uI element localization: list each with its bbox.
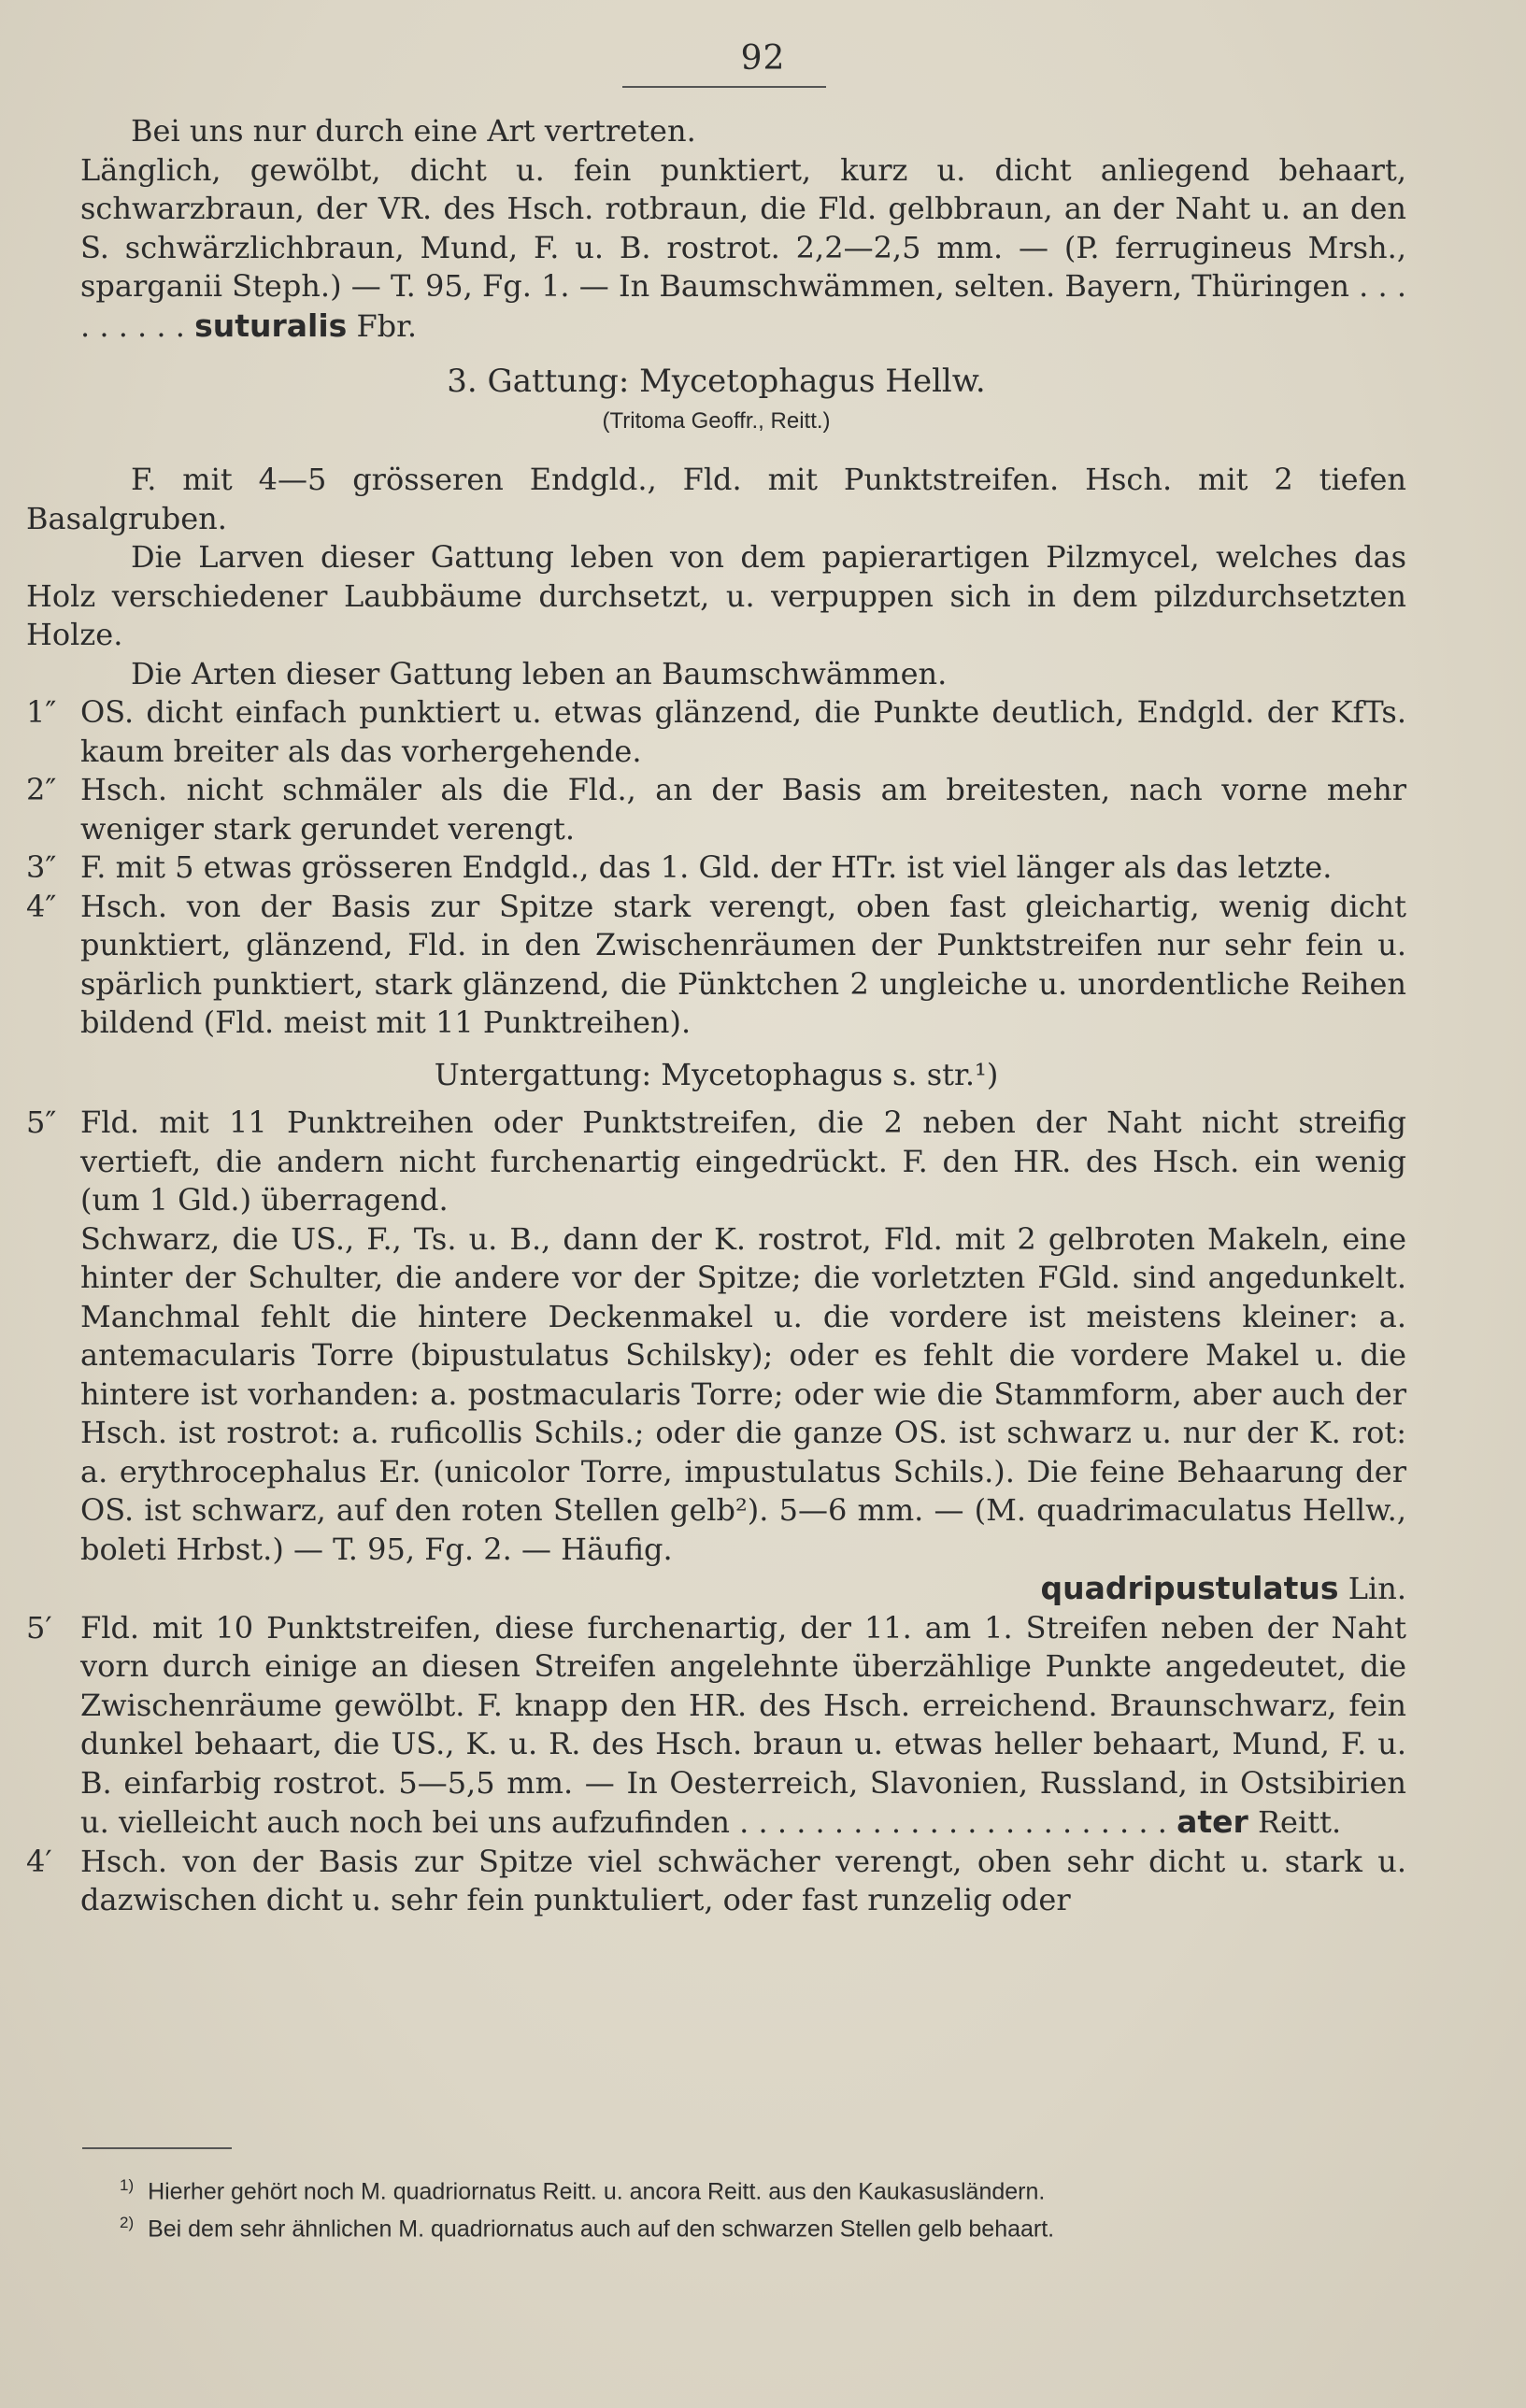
couplet-text: Fld. mit 11 Punktreihen oder Punktstreifen, die 2 neben der Naht nicht streifig vertieft, die andern nicht furchenartig eingedrückt. F. den HR. des Hsch. ein wenig (um 1 Gld.) überragend. (80, 1104, 1406, 1218)
page-body (26, 112, 1406, 1920)
larvae-note: Die Larven dieser Gattung leben von dem papierartigen Pilzmycel, welches das Holz verschiedener Laubbäume durchsetzt, u. verpuppen sich in dem pilzdurchsetzten Holze. (26, 539, 1406, 652)
footnote-text: Bei dem sehr ähnlichen M. quadriornatus auch auf den schwarzen Stellen gelb behaart. (148, 2216, 1055, 2243)
couplet-text: Hsch. von der Basis zur Spitze stark verengt, oben fast gleichartig, wenig dicht punktiert, glänzend, Fld. in den Zwischenräumen der Punktstreifen nur sehr fein u. spärlich punktiert, stark glänzend, die Pünktchen 2 ungleiche u. unordentliche Reihen bildend (Fld. meist mit 11 Punktreihen). (80, 888, 1406, 1040)
couplet-text: F. mit 5 etwas grösseren Endgld., das 1. Gld. der HTr. ist viel länger als das letzte. (80, 849, 1333, 885)
key-couplet (26, 848, 1406, 888)
genus-diagnosis: F. mit 4—5 grösseren Endgld., Fld. mit Punktstreifen. Hsch. mit 2 tiefen Basalgruben. (26, 462, 1406, 536)
couplet-number: 1″ (26, 694, 57, 730)
intro-description (26, 151, 1406, 347)
species-author: Fbr. (356, 307, 418, 344)
footnote-mark: 2) (120, 2214, 135, 2232)
key-couplet (26, 771, 1406, 848)
footnote-text: Hierher gehört noch M. quadriornatus Reitt. u. ancora Reitt. aus den Kaukasusländern. (148, 2178, 1046, 2205)
species-name: quadripustulatus (1040, 1570, 1339, 1606)
couplet-number: 5″ (26, 1104, 57, 1140)
intro-line: Bei uns nur durch eine Art vertreten. (131, 113, 696, 149)
habitat-note: Die Arten dieser Gattung leben an Baumschwämmen. (131, 655, 948, 691)
footnotes (120, 2170, 1358, 2245)
couplet-text: Hsch. nicht schmäler als die Fld., an der Basis am breitesten, nach vorne mehr weniger stark gerundet verengt. (80, 772, 1406, 847)
key-couplet (26, 888, 1406, 1043)
genus-heading: 3. Gattung: Mycetophagus Hellw. (447, 363, 986, 400)
subgenus-heading: Untergattung: Mycetophagus s. str.¹) (434, 1056, 999, 1092)
couplet-text: OS. dicht einfach punktiert u. etwas glänzend, die Punkte deutlich, Endgld. der KfTs. kaum breiter als das vorhergehende. (80, 694, 1406, 769)
header-rule (622, 86, 826, 88)
key-couplet (26, 1609, 1406, 1843)
footnote-mark: 1) (120, 2176, 135, 2194)
key-couplet (26, 693, 1406, 771)
couplet-number: 5′ (26, 1609, 52, 1646)
footnote (120, 2170, 1358, 2207)
couplet-number: 3″ (26, 849, 57, 885)
species-description: Schwarz, die US., F., Ts. u. B., dann der K. rostrot, Fld. mit 2 gelbroten Makeln, eine hinter der Schulter, die andere vor der Spitze; die vorletzten FGld. sind angedunkelt. Manchmal fehlt die hintere Deckenmakel u. die vordere ist meistens kleiner: a. antemacularis Torre (bipustulatus Schilsky); oder es fehlt die vordere Makel u. die hintere ist vorhanden: a. postmacularis Torre; oder wie die Stammform, aber auch der Hsch. ist rostrot: a. ruficollis Schils.; oder die ganze OS. ist schwarz u. nur der K. rot: a. erythrocephalus Er. (unicolor Torre, impustulatus Schils.). Die feine Behaarung der OS. ist schwarz, auf den roten Stellen gelb²). 5—6 mm. — (M. quadrimaculatus Hellw., boleti Hrbst.) — T. 95, Fg. 2. — Häufig. (80, 1220, 1406, 1567)
couplet-number: 4′ (26, 1843, 52, 1879)
species-line (26, 1569, 1406, 1609)
key-couplet (26, 1104, 1406, 1220)
intro-description-text: Länglich, gewölbt, dicht u. fein punktiert, kurz u. dicht anliegend behaart, schwarzbraun, der VR. des Hsch. rotbraun, die Fld. gelbbraun, an der Naht u. an den S. schwärzlichbraun, Mund, F. u. B. rostrot. 2,2—2,5 mm. — (P. ferrugineus Mrsh., sparganii Steph.) — T. 95, Fg. 1. — In Baumschwämmen, selten. Bayern, Thüringen . . . . . . . . . (80, 151, 1406, 344)
couplet-text (80, 1609, 1406, 1843)
key-couplet (26, 1843, 1406, 1920)
species-author: Lin. (1348, 1571, 1406, 1606)
page-number: 92 (740, 39, 786, 78)
footnote (120, 2207, 1358, 2244)
genus-synonyms: (Tritoma Geoffr., Reitt.) (602, 407, 831, 434)
footnote-rule (82, 2147, 232, 2149)
species-author: Reitt. (1257, 1804, 1342, 1840)
couplet-text: Hsch. von der Basis zur Spitze viel schwächer verengt, oben sehr dicht u. stark u. dazwischen dicht u. sehr fein punktuliert, oder fast runzelig oder (80, 1843, 1406, 1917)
couplet-number: 4″ (26, 888, 57, 924)
species-name: ater (1177, 1803, 1248, 1840)
couplet-body: Fld. mit 10 Punktstreifen, diese furchenartig, der 11. am 1. Streifen neben der Naht vorn durch einige an diesen Streifen angelehnte überzählige Punkte angedeutet, die Zwischenräume gewölbt. F. knapp den HR. des Hsch. erreichend. Braunschwarz, fein dunkel behaart, die US., K. u. R. des Hsch. braun u. etwas heller behaart, Mund, F. u. B. einfarbig rostrot. 5—5,5 mm. — In Oesterreich, Slavonien, Russland, in Ostsibirien u. vielleicht auch noch bei uns aufzufinden . . . . . . . . . . . . . . . . . . . . . . . (80, 1609, 1406, 1840)
species-name: suturalis (194, 306, 348, 344)
couplet-number: 2″ (26, 772, 57, 807)
